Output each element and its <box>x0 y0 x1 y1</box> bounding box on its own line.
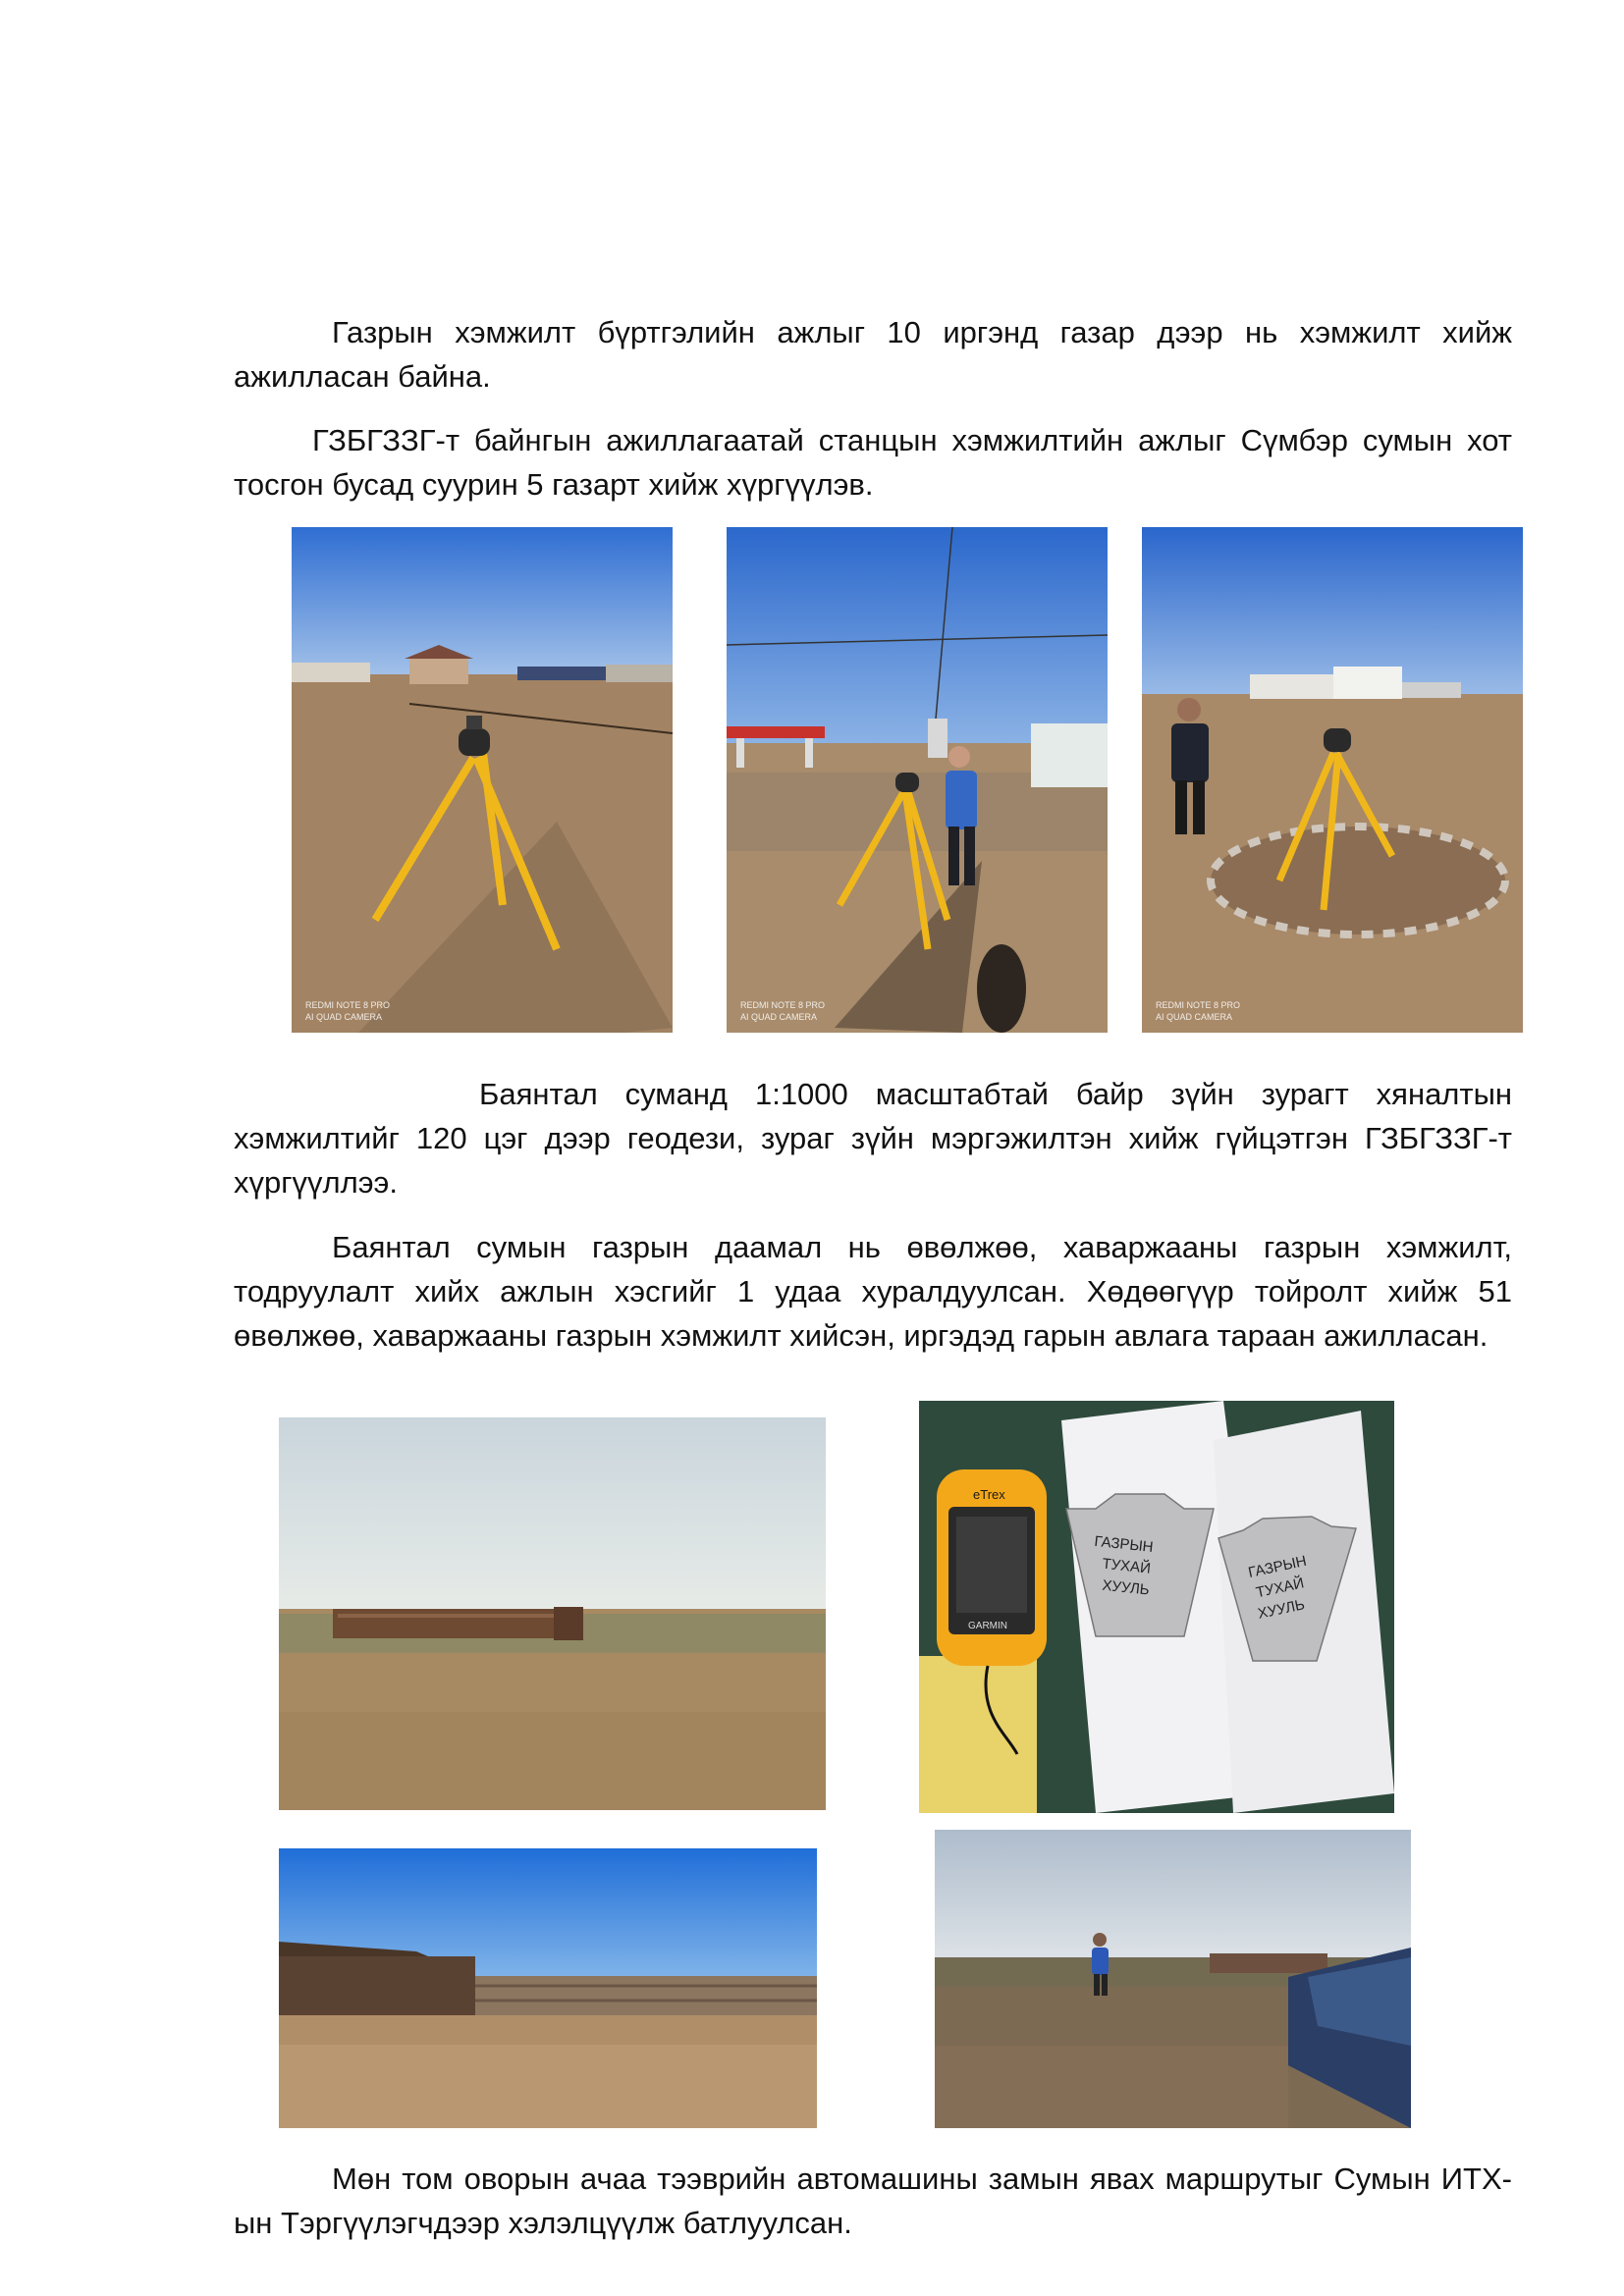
photo-gnss-tripod-1 <box>292 527 673 1033</box>
photo-gnss-tripod-2 <box>727 527 1108 1033</box>
svg-text:ГАЗРЫН: ГАЗРЫН <box>1093 1532 1155 1556</box>
paragraph-land-survey: Газрын хэмжилт бүртгэлийн ажлыг 10 иргэнд газар дээр нь хэмжилт хийж ажилласан байна. <box>234 315 1512 394</box>
photo-winter-camp-fence <box>279 1417 826 1810</box>
svg-text:ХУУЛЬ: ХУУЛЬ <box>1101 1576 1151 1599</box>
photo-wooden-corral <box>279 1848 817 2128</box>
photo-steppe-walker <box>935 1830 1411 2128</box>
svg-text:GARMIN: GARMIN <box>968 1621 1007 1631</box>
svg-text:AI QUAD CAMERA: AI QUAD CAMERA <box>1156 1012 1233 1022</box>
svg-text:ХУУЛЬ: ХУУЛЬ <box>1256 1596 1307 1623</box>
photo-gps-and-leaflets <box>919 1401 1394 1813</box>
svg-text:AI QUAD CAMERA: AI QUAD CAMERA <box>305 1012 383 1022</box>
svg-text:eTrex: eTrex <box>973 1487 1005 1502</box>
photo-gnss-tripod-3 <box>1142 527 1523 1033</box>
svg-text:ТУХАЙ: ТУХАЙ <box>1254 1575 1306 1602</box>
svg-text:AI QUAD CAMERA: AI QUAD CAMERA <box>740 1012 818 1022</box>
svg-text:REDMI NOTE 8 PRO: REDMI NOTE 8 PRO <box>305 1000 391 1010</box>
paragraph-truck-route: Мөн том оворын ачаа тээврийн автомашины замын явах маршрутыг Сумын ИТХ-ын Тэргүүлэгчдээр хэлэлцүүлж батлуулсан. <box>234 2162 1512 2240</box>
paragraph-winter-camp-survey: Баянтал сумын газрын даамал нь өвөлжөө, хаваржааны газрын хэмжилт, тодруулалт хийх ажлын хэсгийг 1 удаа хуралдуулсан. Хөдөөгүүр тойролт хийж 51 өвөлжөө, хаваржааны газрын хэмжилт хийсэн, иргэдэд гарын авлага тараан ажилласан. <box>234 1230 1512 1353</box>
svg-text:ГАЗРЫН: ГАЗРЫН <box>1246 1552 1309 1581</box>
svg-text:ТУХАЙ: ТУХАЙ <box>1101 1555 1152 1577</box>
paragraph-station-measurement: ГЗБГЗЗГ-т байнгын ажиллагаатай станцын хэмжилтийн ажлыг Сүмбэр сумын хот тосгон бусад суурин 5 газарт хийж хүргүүлэв. <box>234 423 1512 502</box>
paragraph-bayantal-control: Баянтал суманд 1:1000 масштабтай байр зүйн зурагт хяналтын хэмжилтийг 120 цэг дээр геодези, зураг зүйн мэргэжилтэн хийж гүйцэтгэн ГЗБГЗЗГ-т хүргүүллээ. <box>234 1077 1512 1200</box>
svg-text:REDMI NOTE 8 PRO: REDMI NOTE 8 PRO <box>1156 1000 1241 1010</box>
svg-text:REDMI NOTE 8 PRO: REDMI NOTE 8 PRO <box>740 1000 826 1010</box>
